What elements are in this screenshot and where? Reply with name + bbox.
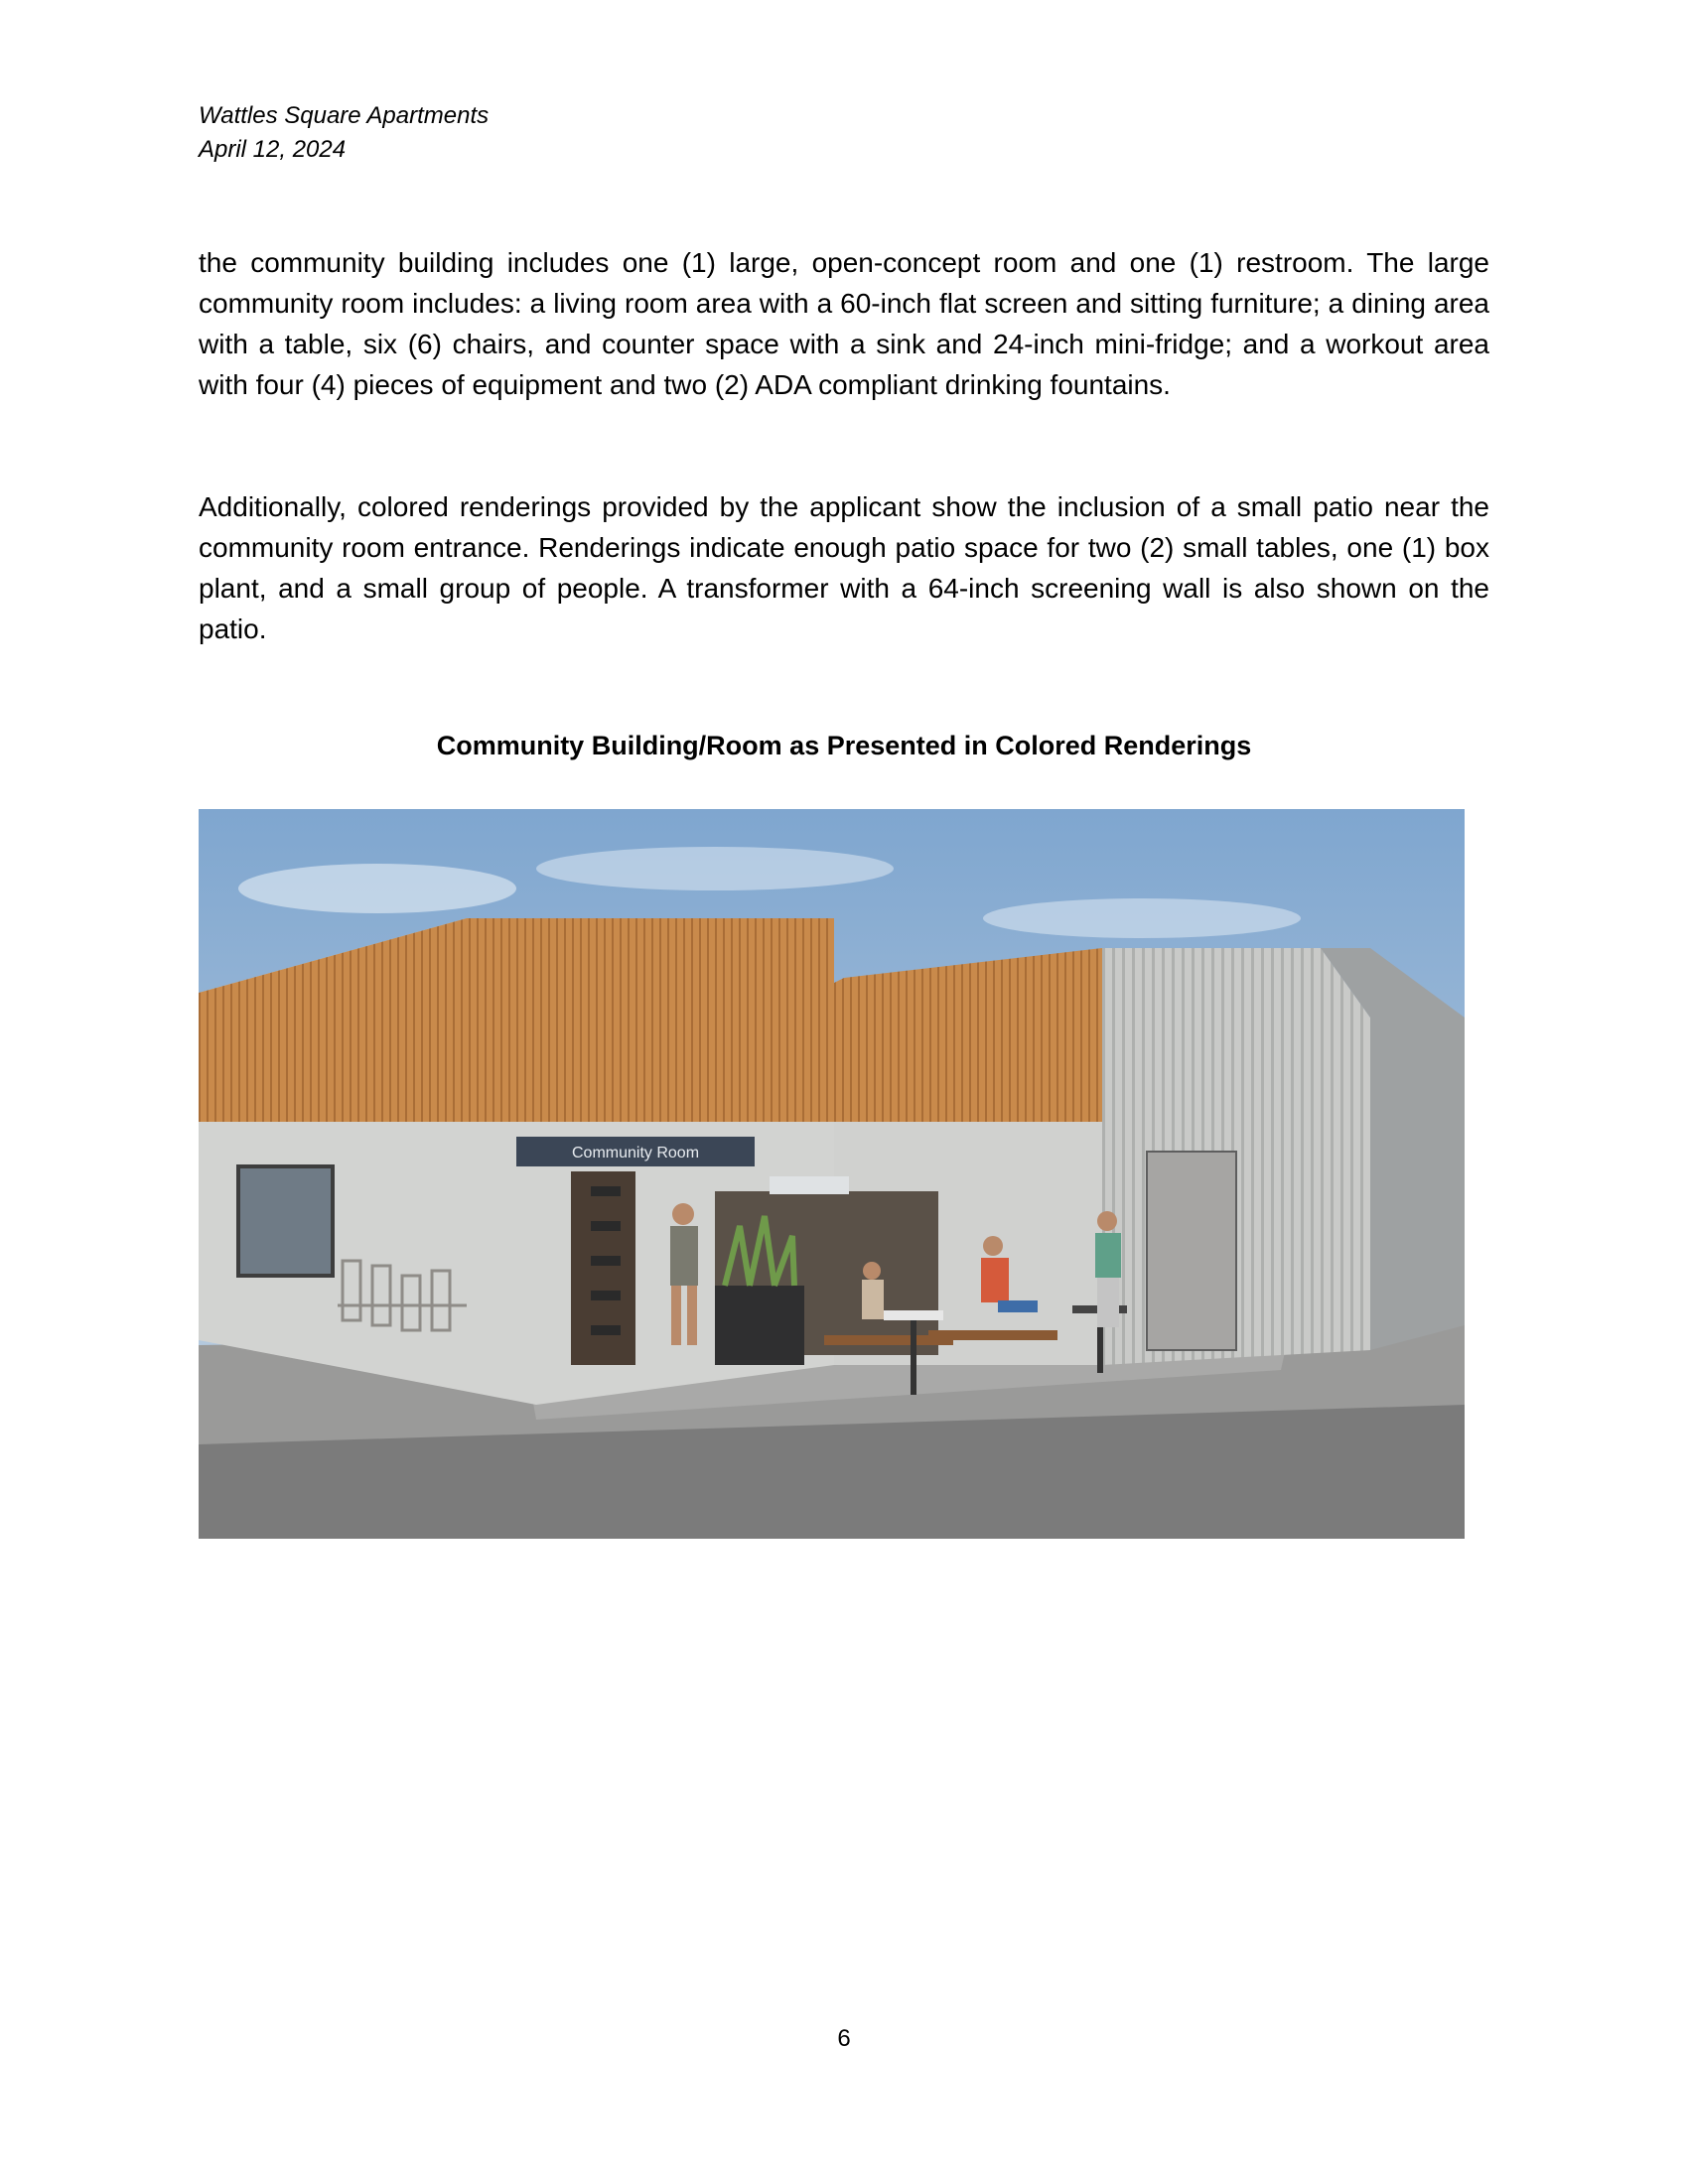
bench-right <box>928 1330 1057 1340</box>
community-building-rendering <box>199 809 1465 1539</box>
document-header <box>199 99 489 167</box>
figure-caption: Community Building/Room as Presented in Colored Renderings <box>436 731 1252 760</box>
sign-text: Community Room <box>571 1145 700 1161</box>
service-door <box>1147 1152 1236 1350</box>
paragraph-community-room: the community building includes one (1) large, open-concept room and one (1) restroom. The large community room includes: a living room area with a 60-inch flat screen and sitting furniture; a dining area with a table, six (6) chairs, and counter space with a sink and 24-inch mini-fridge; and a workout area with four (4) pieces of equipment and two (2) ADA compliant drinking fountains. <box>199 247 1489 400</box>
page-number: 6 <box>837 2025 851 2052</box>
header-date: April 12, 2024 <box>199 136 347 163</box>
box-planter <box>715 1286 804 1365</box>
header-title: Wattles Square Apartments <box>199 102 490 129</box>
entry-door <box>571 1171 635 1365</box>
rendering-illustration <box>199 809 1465 1539</box>
paragraph-patio: Additionally, colored renderings provided by the applicant show the inclusion of a small patio near the community room entrance. Renderings indicate enough patio space for two (2) small tables, one (1) box plant, and a small group of people. A transformer with a 64-inch screening wall is also shown on the patio. <box>199 491 1489 644</box>
window <box>238 1166 333 1276</box>
patio-table-left <box>884 1310 943 1320</box>
person-seated-1 <box>862 1262 884 1319</box>
